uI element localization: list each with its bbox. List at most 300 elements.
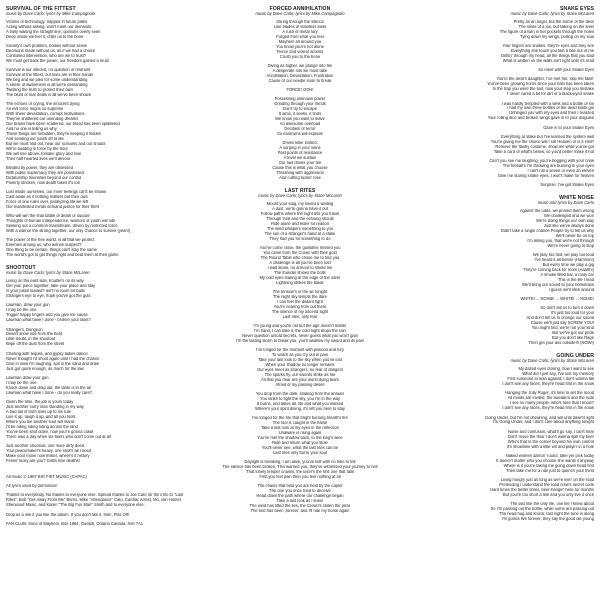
lyric-stanza — [406, 416, 594, 426]
lyric-stanza — [6, 102, 194, 161]
lyric-line: Survival of the fittest, our lives are in their hands — [6, 73, 94, 78]
lyric-line: Lawman draw your gun — [6, 375, 49, 380]
lyric-line: I'm telling you, that we're not through — [527, 239, 594, 244]
lyric-line: It's showtime with a little wit and playin' in a hole — [506, 444, 594, 449]
lyric-stanza — [206, 460, 394, 480]
lyric-line: Live it up, laugh it up, and all you fools — [6, 414, 76, 419]
lyric-line: Force of one rules over, paralyzing life we left — [6, 199, 89, 204]
lyric-line: You've come close, the guillotine missed you — [259, 245, 341, 250]
lyric-line: Get your piece together, take your place and stay — [6, 284, 96, 289]
lyric-line: They had you for something to do — [269, 236, 331, 241]
lyric-line: Decibels of terror — [284, 126, 316, 131]
lyric-line: Decisions made without us, as if we had a choice — [6, 49, 96, 54]
lyric-line: So I'm passing out the bottle, while some are passing out — [490, 506, 594, 511]
lyric-line: These things are forbidden, they're keeping it hidden — [6, 131, 102, 136]
lyric-stanza — [406, 367, 594, 387]
lyric-line: Who will win the final battle of death or suicide — [6, 214, 90, 219]
lyric-line: We'll never be on top — [555, 234, 594, 239]
lyric-line: You're giving me the choice will I roll Heaven or is it Hell? — [490, 139, 594, 144]
lyric-line: Tying down my wings, pulling on my soul — [520, 34, 594, 39]
lyric-line: The night sky tempts the dare — [273, 294, 327, 299]
lyric-line: Lawman what have I done - do you really care? — [6, 390, 93, 395]
lyric-line: The power of the free world, is all that we protect — [6, 238, 95, 243]
lyric-line: You'll never see, what the last rites can be — [261, 445, 339, 450]
lyric-line: Driftin' through my head, all the things that you said — [501, 53, 594, 58]
lyric-stanza — [206, 348, 394, 388]
lyric-line: The son of a stranger's hand at a stake — [264, 231, 336, 236]
lyric-line: It doesn't matter who you choose she wants it anyway — [496, 458, 594, 463]
lyric-line: Ride and return what you stole — [272, 440, 328, 445]
song-title: LAST RITES — [284, 188, 316, 195]
lyric-line: So don't tell us to turn it down — [540, 306, 594, 311]
lyric-line: Strangers eye to eye, hope you've got the guts — [6, 294, 91, 299]
lyric-line: Lawman what have I done - broken your laws? — [6, 318, 91, 323]
lyric-line: Give me staring snake eyes, I won't make for heaven — [497, 173, 594, 178]
song-block — [206, 6, 394, 181]
lyric-stanza — [6, 279, 194, 299]
lyric-stanza — [406, 306, 594, 346]
lyric-line: Everything at stake but I've learned the system well — [501, 134, 594, 139]
right-column — [406, 6, 594, 529]
lyric-line: Gave in to your Snake Eyes — [543, 125, 594, 130]
lyric-stanza — [406, 391, 594, 411]
lyric-stanza — [406, 253, 594, 293]
lyric-line: The fool is caught in the flame — [272, 420, 328, 425]
lyric-line: Our fuel drives your fire — [278, 160, 322, 165]
lyric-line: Poverty stricken, now death takes it's toll — [6, 180, 80, 185]
lyric-line: Society's own problem, bodies without sense — [6, 44, 88, 49]
lyric-line: The thunder shines the bolts — [274, 270, 326, 275]
lyric-line: Can't you see me laughing, you're begging with your crew — [489, 159, 594, 163]
lyric-line: Your rolling dice and broken wings gave in to your disguise — [487, 116, 594, 121]
lyric-line: Our eyes meet as strangers, no fear of dangers — [256, 367, 343, 372]
lyric-line: I'm the lasting storm to break you, you'll swallow my sword and its pain — [236, 338, 364, 343]
lyric-line: Where you die another soul will stand — [6, 419, 75, 424]
lyric-stanza — [6, 400, 194, 440]
lyric-line: Living hungry just as long as we're livin' on the road — [500, 477, 594, 482]
lyric-line: A bad tail of truth lines up to his rule — [6, 409, 71, 414]
lyric-line: Twisting the truth to protect their own — [6, 87, 73, 92]
lyric-line: Drives killer instinct — [282, 141, 318, 146]
song-title: SURVIVAL OF THE FITTEST — [6, 6, 76, 12]
lyric-line: Chasing with tequila, and gypsy ladies dance — [6, 351, 88, 356]
lyric-line: Just another sorry man standing in my way — [6, 404, 84, 409]
lyric-line: The tension's in the air tonight — [272, 289, 328, 294]
lyric-line: WHITE! ... NOISE! ... WHITE! ... NOISE! — [520, 297, 594, 302]
lyric-line: Our manifested minds demand justice for their theft — [6, 204, 99, 209]
lyric-line: Cause this is what you choose — [272, 165, 328, 170]
lyric-stanza — [6, 328, 194, 348]
lyric-line: Make your move now mister, where's it history — [6, 453, 90, 458]
lyric-line: Little doubt, in the shootout — [6, 337, 56, 342]
left-column — [6, 6, 194, 531]
lyric-line: Surprise: I've got Snake Eyes — [540, 183, 594, 188]
lyric-line: I may be the one — [6, 380, 37, 385]
lyric-line: Is your pistol loaded? ain't no room for bulls — [6, 289, 85, 294]
lyric-line: Never question untold secrets, never guess what you won't gain — [242, 333, 358, 338]
lyric-line: Just got quick enough, as much for the law — [6, 366, 84, 371]
lyric-line: Lawman, draw your gun — [6, 303, 50, 308]
song-credit: music by Dave Carlo; lyrics by Mike Campagnolo — [255, 11, 345, 16]
lyric-line: So meet with your Snake Eyes — [538, 68, 594, 73]
lyric-stanza — [206, 484, 394, 514]
lyric-line: Desert snow ride from the heat — [6, 332, 62, 337]
song-block — [406, 353, 594, 522]
lyric-line: I see so many people, who's here that I know? — [509, 401, 594, 406]
lyric-line: A level we sustain — [283, 156, 317, 161]
lyric-line: Afraid of my passing desire — [275, 382, 325, 387]
lyric-line: Take a last look as I leave — [276, 498, 324, 503]
lyric-stanza — [206, 392, 394, 412]
lyric-line: I can't roll a seven or even an eleven — [527, 168, 594, 173]
lyric-line: I wait alone, no armour to shield me — [267, 265, 333, 270]
lyric-line: With public supremacy they are possessed — [6, 170, 84, 175]
lyric-line: I may be the one — [6, 308, 37, 313]
lyric-line: You've been growing horns since your halo has been taken — [487, 82, 594, 87]
lyric-line: The silence has been broken, This warned you, they've witnessed your journey to hell — [222, 464, 378, 469]
lyric-line: Last rites only fail to your soul — [273, 450, 327, 455]
lyric-line: All that you hear are your worst dying tears — [261, 377, 339, 382]
lyric-line: We'll bring our sound to your hometown — [522, 282, 594, 287]
lyric-line: Against the odds, we proved them wrong — [519, 209, 594, 214]
lyric-line: An evil force reigns so supreme — [6, 107, 64, 112]
lyric-line: Unhinged you with my eyes and then I realized — [509, 111, 594, 116]
song-block — [6, 265, 194, 463]
lyric-line: The smile of a fox, but talking on the level — [518, 24, 594, 29]
lyric-line: An awesome overload — [279, 122, 321, 126]
lyric-line: We beg and we plea for some understanding — [6, 78, 88, 83]
lyric-stanza — [6, 238, 194, 258]
lyric-stanza — [6, 376, 194, 396]
lyric-line: Then take me for a ride just to quench your thirst — [505, 468, 594, 473]
lyric-line: Cause of our needle soon to break — [268, 78, 332, 83]
lyric-line: Pretty as an angel, but the borne of the devil — [513, 19, 594, 24]
lyric-line: Mount your stag, my sword a waiting — [266, 202, 334, 207]
lyric-line: Their half-hearted lives we'll devour — [6, 156, 71, 161]
lyric-line: Remove the flashy costume, show me what you've got — [495, 144, 594, 149]
song-credit: music by Dave Carlo; lyrics by Stace McLaren — [510, 358, 594, 364]
lyric-line: Ride alone and listen for reason — [271, 221, 329, 226]
note-line: FAN CLUB: Sons of Mayhem, Box 1984, Guelph, Ontario Canada, NIH 7A1 — [6, 521, 143, 526]
lyric-line: Cause we'll just say SCREW YOU! — [530, 321, 594, 326]
lyric-line: You're nearing from out there — [273, 304, 327, 309]
lyric-line: The blunt of rear deals is all we've been shown — [6, 92, 91, 97]
song-title: SNAKE EYES — [560, 6, 594, 12]
lyric-line: Going Under, but I'm not drowning, and will until dawn's light — [485, 415, 594, 420]
middle-column — [206, 6, 394, 521]
lyric-line: Knock down and drag out, the taste is in the air — [6, 385, 92, 390]
lyric-line: You've been shot down, now you're gonna crawl — [6, 429, 94, 434]
note-line: All lyrics used by permission — [6, 484, 58, 489]
spacer — [206, 518, 394, 521]
lyric-line: We're doing things our own way — [536, 219, 594, 224]
lyric-line: The Round Table who chose me to find you — [260, 255, 340, 260]
lyric-line: It's just too loud for you! — [550, 311, 594, 316]
lyric-line: Thoughts of human independence, warriors of youth will ride — [6, 219, 116, 224]
lyric-line: Trigger happy fingers and you give me cause — [6, 313, 88, 318]
lyric-line: Crush you to the bone — [279, 54, 321, 59]
lyric-line: The sparks fly, our swords strike as fire — [264, 372, 336, 377]
song-title: SHOOTOUT — [6, 265, 36, 272]
lyric-line: I'm young and you're old but the age doesn't matter — [253, 323, 347, 328]
lyric-line: Just another shootout, one more dirty deed — [6, 443, 85, 448]
lyric-line: Fierce and violent actions — [276, 49, 324, 54]
lyric-line: You strike to fight the sky, you I'm in the way — [260, 396, 340, 401]
lyric-line: The lord has been ,forever, and I'll ride my horse again — [250, 508, 350, 513]
lyric-line: A smoke filled bar, a rusty car — [540, 273, 594, 278]
lyric-line: Slicing through the silence — [276, 19, 324, 24]
lyric-line: I've longed for the fire that bright burning breath's fire — [252, 416, 348, 421]
song-title: GOING UNDER — [556, 353, 594, 360]
lyric-stanza — [6, 68, 194, 98]
song-credit: music by Dave Carlo; lyrics by Stace McLaren — [510, 11, 594, 16]
song-credit: music by Dave Carlo; lyrics by Stace McLaren — [6, 270, 90, 276]
lyric-line: Unaware is rising again — [278, 430, 322, 435]
album-notes — [6, 475, 194, 527]
lyric-line: But you're too short a line and you only live it once — [502, 492, 594, 497]
lyric-stanza — [6, 303, 194, 323]
lyric-line: Survival is our interest, no question of restraint — [6, 68, 91, 73]
lyric-line: The one you once tried to deceive — [269, 489, 331, 494]
lyric-line: Follow paths where the night lets you travel — [260, 211, 340, 216]
lyric-line: Forged from what you feel — [276, 34, 324, 39]
lyric-line: You drop from the dark, shaking from the answer — [255, 391, 345, 396]
lyric-line: The last line the only life, one life I knew about — [510, 502, 594, 507]
lyric-line: With sheer devastation, corrupt motivations — [6, 112, 85, 117]
lyric-line: Lightning strikes the blade — [276, 280, 324, 285]
lyric-stanza — [406, 478, 594, 498]
lyric-stanza — [406, 183, 594, 188]
lyric-line: Naked women dancin' round, take yer pick today — [505, 453, 594, 458]
lyric-line: We will rise above, forsake glory and love — [6, 151, 82, 156]
lyric-stanza — [406, 135, 594, 155]
lyric-line: I don't see any faces, they're head first in the snow — [502, 406, 594, 411]
lyric-line: But we've got our pride — [552, 331, 594, 336]
lyric-line: Living on the east side, trouble's on its way — [6, 279, 84, 284]
lyric-line: Head down the path where our challenge began — [256, 493, 344, 498]
lyric-line: A surging in your veins — [279, 146, 321, 151]
lyric-line: We're never going to stop — [547, 243, 594, 248]
lyric-line: Take a card of what's below, so you'd better make it hot — [493, 149, 594, 154]
lyric-line: The chains that bind you are held by the captor — [257, 484, 343, 489]
lyric-line: Diving as higher, we plunge into fire — [267, 63, 333, 68]
lyric-line: Didn't take a single chance People try to tell us why — [500, 229, 594, 234]
lyric-line: That lonely temper crowns, the loser's the first one that falls — [246, 469, 354, 474]
lyric-line: Who's that in the corner beyond his own control — [507, 439, 594, 444]
lyric-line: A sense of awareness is all we're demanding — [6, 83, 88, 88]
lyric-line: What is written on the walls ain't right until it's read — [502, 58, 594, 63]
lyric-stanza — [406, 159, 594, 179]
lyric-line: When your shadow no longer remains — [265, 362, 335, 367]
lyric-line: Lost inside ourselves, our inner feelings can't be shown — [6, 190, 107, 195]
lyric-line: I'm gonna live forever, they say the good die young — [501, 516, 594, 521]
lyric-line: One thing to be certain, things can't stay the same — [6, 248, 97, 253]
lyric-line: Acting without asking, won't meet our demands — [6, 24, 92, 29]
lyric-line: Feelin' lucky are you? Gotta love deaths! — [6, 458, 80, 463]
lyric-line: Never thought I'd shoot again until I had the chance — [6, 356, 100, 361]
lyric-line: The silence of my ascend sight — [271, 309, 329, 314]
note-line: Thanks to everybody. No thanks to everyone else. Special thanks to Joe Cato for the intro to "Last Rites", Bob "Get Away From Me" Berns, Mike "Attendance" Cato, Cardiac Arrest, Mo, Iain Hunter, Sherwood Music, and Karen "The Big Fun Man" Smith and to everyone else. — [6, 493, 184, 508]
lyric-line: Noise and confusion, what'll go say, I can't hear — [508, 429, 594, 434]
lyric-stanza — [406, 20, 594, 40]
lyric-line: And no one is telling us why — [6, 126, 57, 131]
lyric-line: We must get back the power, our freedom gained a must — [6, 58, 109, 63]
lyric-line: Victims of technology, trapped in future plans — [6, 19, 88, 24]
lyric-line: Where's your spirit dining, it's left you here to stay — [255, 406, 345, 411]
lyric-stanza — [206, 141, 394, 181]
lyric-line: You know you're not alone — [276, 44, 324, 49]
lyric-line: Take your last look to the sky when you've lost — [258, 357, 342, 362]
lyric-line: Deep inside we feel it, chills us to the bone — [6, 34, 84, 39]
lyric-line: Hanging the Jolly Roger, it's time to set the mood — [505, 391, 594, 396]
lyric-line: And sending our youth off to die — [6, 136, 64, 141]
lyric-stanza — [406, 209, 594, 249]
lyric-line: Give in slow I'm laughing, spit in the sand and draw — [6, 361, 99, 366]
lyric-line: Grinding through your minds — [274, 102, 326, 107]
lyric-stanza — [406, 102, 594, 122]
lyric-line: There was a day when six-fixers who don't come out at all — [6, 434, 111, 439]
lyric-stanza — [6, 214, 194, 234]
lyric-stanza — [6, 352, 194, 372]
lyric-line: Last rites, only fear — [282, 314, 318, 319]
lyric-stanza — [6, 44, 194, 64]
lyric-line: Past points of resistance — [277, 151, 323, 156]
lyric-line: With a warrior the strong together, our only chance to survive (yeah!) — [6, 229, 131, 233]
lyric-line: We challenged and we won — [544, 214, 594, 219]
lyric-line: I'm hand, I can take it, the cold night drops the rain — [254, 328, 346, 333]
song-credit: music by Dave Carlo; lyrics by Mike Campagnolo — [6, 11, 95, 16]
lyric-line: Through frost and the echoing shouts — [266, 216, 334, 221]
song-block — [406, 195, 594, 346]
lyric-stanza — [406, 454, 594, 474]
lyric-line: I've longed for the moment with passion and fury — [256, 348, 344, 352]
lyric-stanza — [6, 190, 194, 210]
lyric-stanza — [206, 97, 394, 137]
lyric-line: Dictatorship flourishes beyond our control — [6, 175, 82, 180]
lyric-line: And don't tell us to change our sound — [526, 316, 594, 321]
lyric-line: All minds are invited, the sweaters and the rude — [507, 396, 594, 401]
lyric-line: First someone to lean against, I don't wanna fall — [507, 377, 594, 382]
lyric-line: The figure of a twin in her pockets through the holes — [499, 29, 594, 34]
lyric-stanza — [406, 126, 594, 131]
lyric-line: But you don't like Rage — [552, 336, 594, 341]
spacer — [406, 526, 594, 529]
lyric-stanza — [206, 64, 394, 84]
lyric-line: A desperate risk we must take — [272, 68, 328, 73]
lyric-stanza — [206, 416, 394, 456]
song-block — [206, 188, 394, 514]
lyric-line: Cast aside as if nothing matters but their own — [6, 194, 88, 199]
lyric-line: You came from the Crown with their gold — [263, 250, 337, 255]
lyric-line: Don't try to escape — [282, 107, 317, 112]
lyric-line: What did I just say, I've lost my memory — [522, 372, 594, 377]
lyric-line: Seeking out a common mainstream, driven by restricted force — [6, 224, 118, 229]
lyric-line: The fireball's I'm throwing are burning in your eyes — [502, 163, 594, 168]
lyric-line: And cutting fuckin' lose — [279, 175, 321, 180]
lyric-line: Our brains have been scattered, our blood has been splattered — [6, 122, 120, 126]
lyric-line: My dazed eyes closing, how I want to see — [518, 367, 594, 372]
lyric-line: Hard times the better times, beer-hangin' here for months — [490, 487, 594, 492]
lyric-line: You're the devil's daughter, I've met her, skip the failin' — [496, 77, 594, 82]
lyric-line: Mayhem all around you — [278, 39, 322, 44]
lyric-stanza — [406, 430, 594, 450]
lyric-line: Your fingers are snakes, they're eyes and they see — [502, 44, 594, 49]
lyric-line: I guess we'll stick around — [548, 287, 594, 292]
lyric-line: Wipe off the dust from the street — [6, 342, 65, 347]
lyric-stanza — [206, 20, 394, 60]
lyric-line: Don't move the floor I don't wanna spill my beer — [508, 434, 594, 439]
lyric-stanza — [406, 502, 594, 522]
song-title: WHITE NOISE — [559, 195, 594, 202]
lyric-line: I never cared a bit for dirt or a black-eyed snake — [507, 92, 594, 97]
lyric-stanza — [406, 68, 594, 73]
lyric-line: Like blades of stainless steel — [273, 24, 327, 29]
lyric-stanza — [6, 166, 194, 186]
lyric-line: A bully waiting the straight line, opinions overly seen — [6, 29, 101, 34]
note-line: All music © 1987 BIG FIST MUSIC (CAPAC) — [6, 474, 87, 479]
lyric-line: Possessing unknown power — [274, 97, 326, 102]
lyric-line: Daylight is breaking, I am alive, you've lost with no time to tell — [244, 459, 356, 464]
song-title: FORCED ANNIHILATION — [269, 6, 331, 12]
lyric-line: We know you want to leave — [275, 117, 325, 122]
lyric-stanza — [206, 202, 394, 242]
lyric-line: Everything she touch you tale a bite out of me — [510, 49, 594, 54]
lyric-line: Take a last look at my eyes in the reflection — [260, 425, 340, 430]
lyric-line: First you feel pain then you feel nothing at all — [259, 474, 341, 479]
lyric-line: In the trap you were the fool, now your step you mistake — [492, 87, 594, 92]
lyric-line: I was hardly tempted with a wink and a bottle of sin — [501, 101, 594, 106]
song-block — [6, 6, 194, 258]
lyric-line: Controlled intervention, who are we to trust? — [6, 53, 87, 58]
lyric-line: They've shattered our unending dreams — [6, 117, 79, 122]
song-credit: music and lyrics by Dave Carlo — [537, 200, 594, 206]
lyric-line: To watch as you cry out in pain — [272, 352, 328, 357]
lyric-line: I'll be riding riding riding across the land — [6, 424, 78, 429]
lyric-line: I had my own three bottles of the dead kinds gin — [507, 106, 594, 111]
lyric-stanza — [406, 297, 594, 302]
lyric-line: I don't see any faces, they're head first in the snow — [502, 382, 594, 387]
lyric-stanza — [6, 444, 194, 464]
lyric-line: It burns, and takes all, life and what you wanted — [256, 401, 344, 406]
song-credit: music by Dave Carlo; lyrics by Stace McLaren — [258, 193, 342, 199]
lyric-line: The echoes of crying, the innocent dying — [6, 102, 80, 107]
lyric-line: Just like we've always done — [543, 224, 594, 229]
lyric-line: Where is it you're taking me going down head first — [503, 463, 594, 468]
lyric-stanza — [206, 324, 394, 344]
lyric-line: My cold eyes staring at the edge of the silver — [259, 275, 341, 280]
lyric-line: We're building in force by the hour — [6, 146, 68, 151]
lyric-line: I'm Going Under, and I don't care about anything tonight — [492, 420, 594, 425]
lyric-line: Given the time, the job is yours today — [6, 399, 74, 404]
lyric-line: I can feel the distant fight — [277, 299, 323, 304]
lyric-line: It aims, it seeks, it finds — [278, 112, 322, 117]
lyric-stanza — [6, 20, 194, 40]
lyric-line: Then get your ass outside!!! (NOW!) — [528, 341, 594, 346]
lyric-line: The world's got to get things right and beat them at their game — [6, 253, 119, 258]
lyric-line: FORCE! OOH! — [286, 87, 314, 92]
lyric-line: But every time we play a gig — [542, 263, 594, 268]
lyric-line: You've met the shadow back, to the king's wine — [257, 435, 343, 440]
lyric-stanza — [206, 246, 394, 286]
lyric-line: You might find, we're not your kind — [531, 326, 594, 331]
lyric-stanza — [406, 77, 594, 97]
lyric-line: The wind whispers something to you — [266, 226, 334, 231]
lyric-line: The wind has lifted the lies, the Crown's stolen the prize — [249, 503, 351, 508]
lyric-line: Blinded by power, they are obsessed — [6, 165, 73, 170]
song-block — [406, 6, 594, 188]
note-line: Drop us a line if you like the album. If you don't like it, then, Piss Off! — [6, 512, 130, 517]
lyric-line: A rush of metal fury — [282, 29, 318, 34]
